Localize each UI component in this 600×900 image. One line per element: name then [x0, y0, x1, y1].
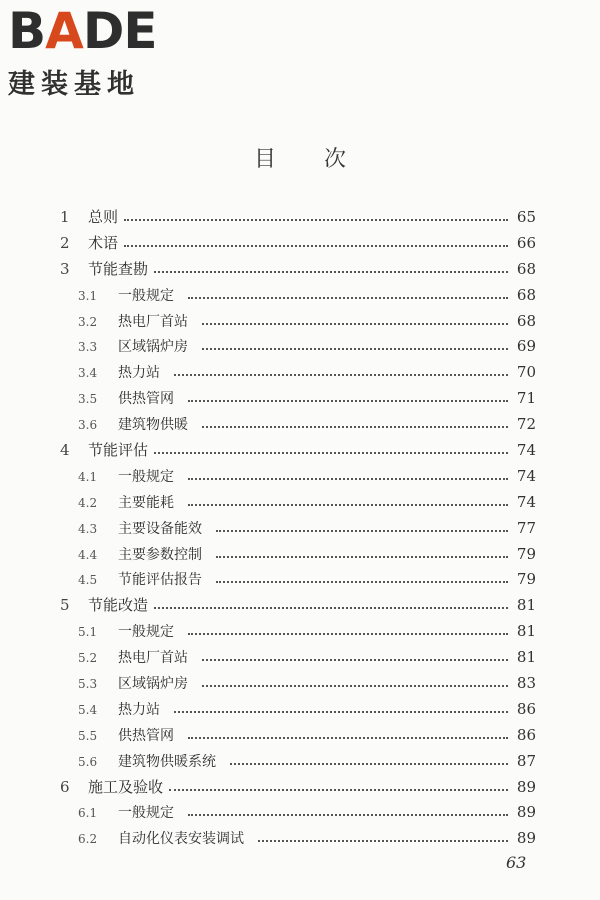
toc-entry-number: 4: [60, 441, 70, 460]
toc-entry[interactable]: [58, 438, 536, 464]
toc-entry-number: 3: [60, 259, 70, 278]
toc-entry-title: 建筑物供暖: [118, 417, 188, 434]
page-title: 目次: [253, 147, 394, 172]
toc-entry-title: 主要参数控制: [118, 546, 202, 563]
toc-entry-title: 一般规定: [118, 805, 174, 822]
toc-entry-page: 77: [516, 518, 536, 537]
toc-entry[interactable]: [58, 775, 536, 801]
toc-entry-page: 68: [516, 259, 536, 278]
toc-entry[interactable]: [58, 283, 536, 309]
toc-entry-number: 5.2: [78, 651, 98, 666]
toc-entry-page: 71: [516, 389, 536, 408]
toc-entry-number: 5: [60, 596, 70, 615]
dot-leader: [174, 374, 508, 376]
toc-entry-title: 自动化仪表安装调试: [118, 831, 244, 848]
toc-entry-title: 热力站: [118, 701, 160, 718]
toc-entry-number: 6: [60, 777, 70, 796]
toc-entry-title: 一般规定: [118, 624, 174, 641]
toc-entry[interactable]: [58, 671, 536, 697]
toc-entry[interactable]: [58, 645, 536, 671]
toc-entry-page: 81: [516, 622, 536, 641]
toc-entry-title: 供热管网: [118, 391, 174, 408]
toc-entry[interactable]: [58, 334, 536, 360]
toc-entry-page: 74: [516, 492, 536, 511]
toc-entry-page: 68: [516, 311, 536, 330]
toc-entry-number: 5.6: [78, 754, 98, 769]
dot-leader: [188, 478, 508, 480]
toc-entry-page: 79: [516, 544, 536, 563]
toc-entry-title: 节能评估报告: [118, 572, 202, 589]
toc-entry-page: 69: [516, 337, 536, 356]
toc-entry-page: 81: [516, 648, 536, 667]
dot-leader: [188, 737, 508, 739]
dot-leader: [230, 763, 508, 765]
toc-entry[interactable]: [58, 697, 536, 723]
toc-entry-number: 3.5: [78, 392, 98, 407]
toc-entry-page: 89: [516, 803, 536, 822]
dot-leader: [188, 400, 508, 402]
toc-entry-number: 4.4: [78, 547, 98, 562]
logo-wordmark: BADE: [8, 2, 157, 60]
toc-entry[interactable]: [58, 205, 536, 231]
toc-entry[interactable]: [58, 412, 536, 438]
table-of-contents: [58, 205, 536, 852]
toc-entry-page: 79: [516, 570, 536, 589]
toc-entry-title: 主要设备能效: [118, 520, 202, 537]
dot-leader: [154, 271, 508, 273]
toc-entry-number: 2: [60, 233, 70, 252]
toc-entry-number: 3.6: [78, 418, 98, 433]
toc-entry-number: 3.4: [78, 366, 98, 381]
toc-entry[interactable]: [58, 490, 536, 516]
toc-entry-title: 区域锅炉房: [118, 339, 188, 356]
toc-entry-title: 总则: [88, 208, 119, 226]
toc-entry-page: 74: [516, 441, 536, 460]
toc-entry-page: 72: [516, 415, 536, 434]
toc-entry-title: 区域锅炉房: [118, 676, 188, 693]
toc-entry-page: 89: [516, 829, 536, 848]
toc-entry-number: 4.2: [78, 495, 98, 510]
toc-entry-page: 68: [516, 285, 536, 304]
bade-logo: [8, 2, 178, 101]
toc-entry[interactable]: [58, 723, 536, 749]
toc-entry[interactable]: [58, 619, 536, 645]
toc-entry-title: 术语: [88, 233, 119, 252]
toc-entry-number: 5.4: [78, 702, 98, 717]
toc-entry-number: 3.1: [78, 288, 98, 303]
dot-leader: [216, 556, 508, 558]
toc-entry-page: 89: [516, 777, 536, 796]
toc-entry-title: 节能评估: [88, 441, 149, 460]
dot-leader: [188, 814, 508, 816]
dot-leader: [169, 789, 508, 791]
dot-leader: [188, 633, 508, 635]
toc-entry[interactable]: [58, 309, 536, 335]
toc-entry-title: 热力站: [118, 365, 160, 382]
dot-leader: [258, 840, 508, 842]
toc-entry-page: 65: [516, 208, 536, 226]
toc-entry-number: 5.1: [78, 625, 98, 640]
toc-entry-page: 87: [516, 751, 536, 770]
toc-entry-number: 3.2: [78, 314, 98, 329]
toc-entry[interactable]: [58, 800, 536, 826]
toc-entry[interactable]: [58, 749, 536, 775]
toc-entry[interactable]: [58, 360, 536, 386]
toc-entry-title: 施工及验收: [88, 777, 164, 796]
toc-entry[interactable]: [58, 542, 536, 568]
toc-entry[interactable]: [58, 567, 536, 593]
toc-entry-page: 83: [516, 674, 536, 693]
toc-entry-title: 一般规定: [118, 287, 174, 304]
toc-entry[interactable]: [58, 464, 536, 490]
toc-entry-page: 70: [516, 363, 536, 382]
toc-entry-page: 86: [516, 699, 536, 718]
toc-entry-number: 4.5: [78, 573, 98, 588]
toc-entry-number: 5.3: [78, 677, 98, 692]
toc-entry-number: 5.5: [78, 728, 98, 743]
dot-leader: [202, 659, 508, 661]
dot-leader: [188, 297, 508, 299]
dot-leader: [154, 607, 508, 609]
toc-entry[interactable]: [58, 231, 536, 257]
toc-entry-number: 1: [60, 208, 70, 226]
toc-entry[interactable]: [58, 386, 536, 412]
dot-leader: [154, 452, 508, 454]
toc-entry-title: 节能改造: [88, 596, 149, 615]
toc-entry-title: 热电厂首站: [118, 650, 188, 667]
toc-entry-number: 3.3: [78, 340, 98, 355]
dot-leader: [202, 323, 508, 325]
dot-leader: [124, 219, 508, 221]
dot-leader: [202, 426, 508, 428]
dot-leader: [216, 530, 508, 532]
toc-entry-title: 主要能耗: [118, 494, 174, 511]
toc-entry[interactable]: [58, 826, 536, 852]
toc-entry[interactable]: [58, 257, 536, 283]
toc-entry-title: 节能查勘: [88, 259, 149, 278]
dot-leader: [202, 685, 508, 687]
toc-entry-page: 66: [516, 233, 536, 252]
dot-leader: [202, 348, 508, 350]
toc-entry-page: 81: [516, 596, 536, 615]
toc-entry-number: 4.3: [78, 521, 98, 536]
toc-entry[interactable]: [58, 593, 536, 619]
page-number: 63: [506, 853, 527, 872]
toc-entry-number: 4.1: [78, 469, 98, 484]
logo-subtitle: 建装基地: [8, 69, 140, 100]
toc-entry-number: 6.2: [78, 832, 98, 847]
toc-entry-number: 6.1: [78, 806, 98, 821]
toc-entry-title: 供热管网: [118, 727, 174, 744]
toc-entry[interactable]: [58, 516, 536, 542]
dot-leader: [174, 711, 508, 713]
dot-leader: [188, 504, 508, 506]
toc-entry-page: 86: [516, 725, 536, 744]
toc-entry-title: 一般规定: [118, 468, 174, 485]
toc-entry-title: 热电厂首站: [118, 313, 188, 330]
toc-entry-title: 建筑物供暖系统: [118, 753, 216, 770]
toc-entry-page: 74: [516, 466, 536, 485]
dot-leader: [124, 245, 508, 247]
dot-leader: [216, 581, 508, 583]
